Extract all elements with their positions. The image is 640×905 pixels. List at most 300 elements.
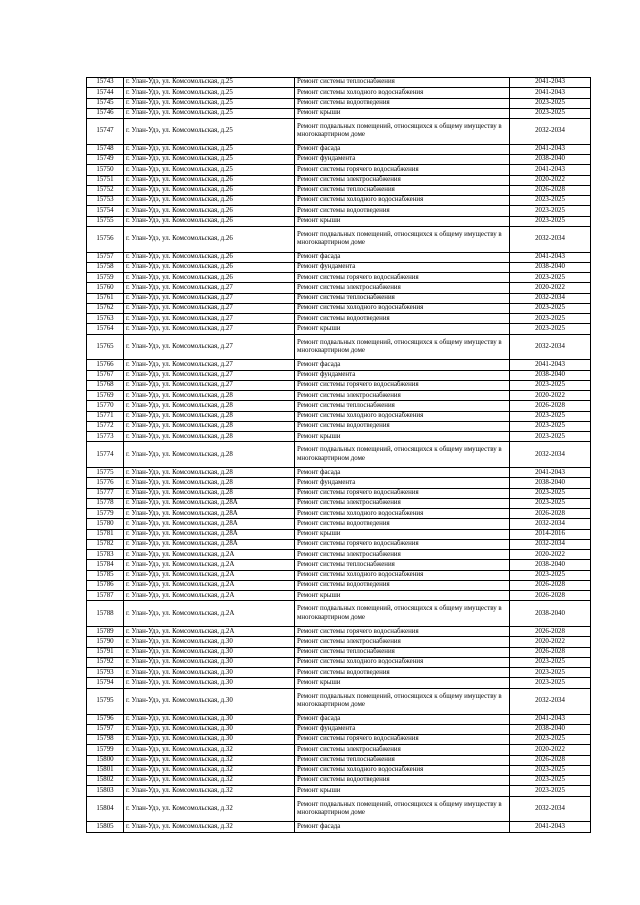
table-row — [87, 550, 591, 560]
row-id: 15745 — [87, 98, 124, 108]
row-id: 15789 — [87, 627, 124, 637]
row-period: 2038-2040 — [510, 724, 591, 734]
row-address: г. Улан-Удэ, ул. Комсомольская, д.26 — [124, 273, 295, 283]
row-address: г. Улан-Удэ, ул. Комсомольская, д.27 — [124, 314, 295, 324]
table-row — [87, 468, 591, 478]
row-address: г. Улан-Удэ, ул. Комсомольская, д.30 — [124, 637, 295, 647]
row-period: 2023-2025 — [510, 98, 591, 108]
row-address: г. Улан-Удэ, ул. Комсомольская, д.2А — [124, 591, 295, 601]
row-work-type: Ремонт системы холодного водоснабжения — [295, 765, 510, 775]
row-id: 15778 — [87, 498, 124, 508]
row-address: г. Улан-Удэ, ул. Комсомольская, д.27 — [124, 283, 295, 293]
table-row — [87, 185, 591, 195]
row-id: 15785 — [87, 570, 124, 580]
table-row — [87, 314, 591, 324]
table-row — [87, 370, 591, 380]
row-id: 15755 — [87, 216, 124, 226]
row-address: г. Улан-Удэ, ул. Комсомольская, д.32 — [124, 822, 295, 832]
row-period: 2020-2022 — [510, 745, 591, 755]
row-work-type: Ремонт подвальных помещений, относящихся к общему имуществу в многоквартирном доме — [295, 796, 510, 822]
row-address: г. Улан-Удэ, ул. Комсомольская, д.25 — [124, 108, 295, 118]
table-row — [87, 175, 591, 185]
row-id: 15796 — [87, 714, 124, 724]
table-row — [87, 657, 591, 667]
row-work-type: Ремонт системы электроснабжения — [295, 745, 510, 755]
row-work-type: Ремонт подвальных помещений, относящихся к общему имуществу в многоквартирном доме — [295, 688, 510, 714]
table-row — [87, 724, 591, 734]
row-address: г. Улан-Удэ, ул. Комсомольская, д.26 — [124, 216, 295, 226]
row-period: 2023-2025 — [510, 421, 591, 431]
row-id: 15797 — [87, 724, 124, 734]
row-period: 2023-2025 — [510, 108, 591, 118]
row-work-type: Ремонт фундамента — [295, 155, 510, 165]
row-id: 15788 — [87, 601, 124, 627]
row-address: г. Улан-Удэ, ул. Комсомольская, д.28А — [124, 509, 295, 519]
row-period: 2032-2034 — [510, 688, 591, 714]
row-address: г. Улан-Удэ, ул. Комсомольская, д.28А — [124, 539, 295, 549]
row-address: г. Улан-Удэ, ул. Комсомольская, д.28 — [124, 488, 295, 498]
row-id: 15777 — [87, 488, 124, 498]
row-address: г. Улан-Удэ, ул. Комсомольская, д.28А — [124, 529, 295, 539]
row-address: г. Улан-Удэ, ул. Комсомольская, д.27 — [124, 334, 295, 360]
table-row — [87, 529, 591, 539]
table-row — [87, 303, 591, 313]
row-id: 15769 — [87, 391, 124, 401]
row-period: 2014-2016 — [510, 529, 591, 539]
row-id: 15762 — [87, 303, 124, 313]
row-work-type: Ремонт системы теплоснабжения — [295, 647, 510, 657]
row-id: 15748 — [87, 144, 124, 154]
row-period: 2038-2040 — [510, 601, 591, 627]
row-id: 15771 — [87, 411, 124, 421]
row-work-type: Ремонт крыши — [295, 529, 510, 539]
row-id: 15746 — [87, 108, 124, 118]
row-work-type: Ремонт фасада — [295, 714, 510, 724]
table-row — [87, 273, 591, 283]
row-period: 2020-2022 — [510, 391, 591, 401]
table-row — [87, 334, 591, 360]
row-period: 2041-2043 — [510, 714, 591, 724]
row-id: 15803 — [87, 786, 124, 796]
row-work-type: Ремонт подвальных помещений, относящихся к общему имуществу в многоквартирном доме — [295, 334, 510, 360]
row-work-type: Ремонт системы холодного водоснабжения — [295, 88, 510, 98]
row-id: 15763 — [87, 314, 124, 324]
row-period: 2023-2025 — [510, 314, 591, 324]
row-address: г. Улан-Удэ, ул. Комсомольская, д.26 — [124, 196, 295, 206]
row-address: г. Улан-Удэ, ул. Комсомольская, д.32 — [124, 786, 295, 796]
row-address: г. Улан-Удэ, ул. Комсомольская, д.28 — [124, 411, 295, 421]
row-period: 2023-2025 — [510, 432, 591, 442]
table-row — [87, 478, 591, 488]
row-address: г. Улан-Удэ, ул. Комсомольская, д.30 — [124, 657, 295, 667]
row-address: г. Улан-Удэ, ул. Комсомольская, д.27 — [124, 324, 295, 334]
row-id: 15786 — [87, 580, 124, 590]
row-work-type: Ремонт системы электроснабжения — [295, 391, 510, 401]
row-work-type: Ремонт подвальных помещений, относящихся к общему имуществу в многоквартирном доме — [295, 119, 510, 145]
row-address: г. Улан-Удэ, ул. Комсомольская, д.25 — [124, 119, 295, 145]
row-address: г. Улан-Удэ, ул. Комсомольская, д.28 — [124, 401, 295, 411]
row-address: г. Улан-Удэ, ул. Комсомольская, д.2А — [124, 601, 295, 627]
table-row — [87, 627, 591, 637]
row-period: 2032-2034 — [510, 226, 591, 252]
row-work-type: Ремонт системы теплоснабжения — [295, 560, 510, 570]
row-work-type: Ремонт фасада — [295, 468, 510, 478]
table-row — [87, 293, 591, 303]
row-id: 15772 — [87, 421, 124, 431]
row-period: 2041-2043 — [510, 144, 591, 154]
table-row — [87, 637, 591, 647]
row-work-type: Ремонт системы водоотведения — [295, 206, 510, 216]
row-work-type: Ремонт подвальных помещений, относящихся к общему имуществу в многоквартирном доме — [295, 226, 510, 252]
row-period: 2020-2022 — [510, 175, 591, 185]
table-row — [87, 647, 591, 657]
row-address: г. Улан-Удэ, ул. Комсомольская, д.2А — [124, 627, 295, 637]
row-work-type: Ремонт системы теплоснабжения — [295, 78, 510, 88]
row-id: 15754 — [87, 206, 124, 216]
row-period: 2023-2025 — [510, 657, 591, 667]
row-id: 15765 — [87, 334, 124, 360]
table-row — [87, 442, 591, 468]
row-address: г. Улан-Удэ, ул. Комсомольская, д.2А — [124, 550, 295, 560]
row-address: г. Улан-Удэ, ул. Комсомольская, д.28А — [124, 498, 295, 508]
row-period: 2032-2034 — [510, 442, 591, 468]
row-address: г. Улан-Удэ, ул. Комсомольская, д.26 — [124, 252, 295, 262]
row-work-type: Ремонт крыши — [295, 432, 510, 442]
table-row — [87, 155, 591, 165]
table-row — [87, 324, 591, 334]
row-work-type: Ремонт системы холодного водоснабжения — [295, 196, 510, 206]
row-work-type: Ремонт крыши — [295, 678, 510, 688]
row-id: 15802 — [87, 776, 124, 786]
row-address: г. Улан-Удэ, ул. Комсомольская, д.26 — [124, 185, 295, 195]
row-period: 2041-2043 — [510, 88, 591, 98]
table-row — [87, 580, 591, 590]
row-work-type: Ремонт системы электроснабжения — [295, 637, 510, 647]
row-work-type: Ремонт системы водоотведения — [295, 580, 510, 590]
row-id: 15805 — [87, 822, 124, 832]
row-work-type: Ремонт системы теплоснабжения — [295, 755, 510, 765]
row-id: 15781 — [87, 529, 124, 539]
table-row — [87, 519, 591, 529]
row-period: 2023-2025 — [510, 196, 591, 206]
row-id: 15783 — [87, 550, 124, 560]
row-period: 2026-2028 — [510, 401, 591, 411]
row-period: 2023-2025 — [510, 786, 591, 796]
row-period: 2038-2040 — [510, 262, 591, 272]
row-period: 2032-2034 — [510, 539, 591, 549]
table-row — [87, 560, 591, 570]
row-period: 2041-2043 — [510, 165, 591, 175]
table-row — [87, 776, 591, 786]
row-period: 2023-2025 — [510, 498, 591, 508]
row-id: 15787 — [87, 591, 124, 601]
row-period: 2023-2025 — [510, 206, 591, 216]
row-work-type: Ремонт системы горячего водоснабжения — [295, 735, 510, 745]
row-period: 2038-2040 — [510, 370, 591, 380]
row-address: г. Улан-Удэ, ул. Комсомольская, д.28 — [124, 391, 295, 401]
table-row — [87, 786, 591, 796]
table-row — [87, 108, 591, 118]
row-work-type: Ремонт фундамента — [295, 724, 510, 734]
row-id: 15759 — [87, 273, 124, 283]
table-row — [87, 570, 591, 580]
row-address: г. Улан-Удэ, ул. Комсомольская, д.2А — [124, 560, 295, 570]
row-address: г. Улан-Удэ, ул. Комсомольская, д.32 — [124, 755, 295, 765]
row-work-type: Ремонт крыши — [295, 216, 510, 226]
row-address: г. Улан-Удэ, ул. Комсомольская, д.30 — [124, 714, 295, 724]
row-address: г. Улан-Удэ, ул. Комсомольская, д.26 — [124, 262, 295, 272]
row-period: 2032-2034 — [510, 293, 591, 303]
row-period: 2023-2025 — [510, 380, 591, 390]
row-period: 2026-2028 — [510, 627, 591, 637]
row-work-type: Ремонт крыши — [295, 786, 510, 796]
row-id: 15768 — [87, 380, 124, 390]
row-period: 2020-2022 — [510, 283, 591, 293]
row-work-type: Ремонт фундамента — [295, 370, 510, 380]
row-work-type: Ремонт системы электроснабжения — [295, 175, 510, 185]
row-address: г. Улан-Удэ, ул. Комсомольская, д.25 — [124, 144, 295, 154]
row-work-type: Ремонт системы теплоснабжения — [295, 185, 510, 195]
row-id: 15775 — [87, 468, 124, 478]
table-body — [87, 78, 591, 833]
row-address: г. Улан-Удэ, ул. Комсомольская, д.25 — [124, 165, 295, 175]
row-id: 15752 — [87, 185, 124, 195]
row-id: 15749 — [87, 155, 124, 165]
row-work-type: Ремонт системы горячего водоснабжения — [295, 488, 510, 498]
row-id: 15794 — [87, 678, 124, 688]
row-period: 2026-2028 — [510, 647, 591, 657]
row-work-type: Ремонт системы водоотведения — [295, 314, 510, 324]
row-address: г. Улан-Удэ, ул. Комсомольская, д.27 — [124, 380, 295, 390]
table-row — [87, 822, 591, 832]
row-work-type: Ремонт системы водоотведения — [295, 421, 510, 431]
row-period: 2020-2022 — [510, 637, 591, 647]
table-row — [87, 765, 591, 775]
table-row — [87, 216, 591, 226]
row-id: 15773 — [87, 432, 124, 442]
row-address: г. Улан-Удэ, ул. Комсомольская, д.25 — [124, 98, 295, 108]
row-id: 15756 — [87, 226, 124, 252]
row-period: 2023-2025 — [510, 488, 591, 498]
row-id: 15800 — [87, 755, 124, 765]
row-work-type: Ремонт системы холодного водоснабжения — [295, 411, 510, 421]
row-period: 2023-2025 — [510, 570, 591, 580]
table-row — [87, 668, 591, 678]
table-row — [87, 98, 591, 108]
row-id: 15776 — [87, 478, 124, 488]
table-row — [87, 411, 591, 421]
row-period: 2038-2040 — [510, 560, 591, 570]
row-period: 2023-2025 — [510, 411, 591, 421]
table-row — [87, 591, 591, 601]
row-period: 2023-2025 — [510, 776, 591, 786]
table-row — [87, 755, 591, 765]
table-row — [87, 432, 591, 442]
row-address: г. Улан-Удэ, ул. Комсомольская, д.32 — [124, 796, 295, 822]
row-period: 2023-2025 — [510, 303, 591, 313]
row-address: г. Улан-Удэ, ул. Комсомольская, д.25 — [124, 155, 295, 165]
row-address: г. Улан-Удэ, ул. Комсомольская, д.30 — [124, 678, 295, 688]
row-work-type: Ремонт фасада — [295, 822, 510, 832]
table-row — [87, 206, 591, 216]
row-work-type: Ремонт системы теплоснабжения — [295, 293, 510, 303]
row-address: г. Улан-Удэ, ул. Комсомольская, д.30 — [124, 735, 295, 745]
row-id: 15761 — [87, 293, 124, 303]
row-address: г. Улан-Удэ, ул. Комсомольская, д.30 — [124, 724, 295, 734]
table-row — [87, 796, 591, 822]
table-row — [87, 78, 591, 88]
table-row — [87, 226, 591, 252]
row-period: 2023-2025 — [510, 668, 591, 678]
row-id: 15764 — [87, 324, 124, 334]
row-address: г. Улан-Удэ, ул. Комсомольская, д.26 — [124, 175, 295, 185]
table-row — [87, 380, 591, 390]
row-id: 15798 — [87, 735, 124, 745]
row-period: 2041-2043 — [510, 252, 591, 262]
row-address: г. Улан-Удэ, ул. Комсомольская, д.28 — [124, 478, 295, 488]
row-work-type: Ремонт системы горячего водоснабжения — [295, 627, 510, 637]
row-address: г. Улан-Удэ, ул. Комсомольская, д.25 — [124, 88, 295, 98]
row-period: 2023-2025 — [510, 678, 591, 688]
row-address: г. Улан-Удэ, ул. Комсомольская, д.30 — [124, 688, 295, 714]
row-id: 15792 — [87, 657, 124, 667]
row-id: 15795 — [87, 688, 124, 714]
row-period: 2026-2028 — [510, 509, 591, 519]
row-id: 15758 — [87, 262, 124, 272]
row-period: 2041-2043 — [510, 360, 591, 370]
row-work-type: Ремонт системы теплоснабжения — [295, 401, 510, 411]
row-work-type: Ремонт крыши — [295, 591, 510, 601]
row-id: 15766 — [87, 360, 124, 370]
row-address: г. Улан-Удэ, ул. Комсомольская, д.28 — [124, 442, 295, 468]
table-row — [87, 735, 591, 745]
row-period: 2026-2028 — [510, 591, 591, 601]
row-work-type: Ремонт системы горячего водоснабжения — [295, 165, 510, 175]
table-row — [87, 745, 591, 755]
table-row — [87, 539, 591, 549]
row-work-type: Ремонт системы горячего водоснабжения — [295, 273, 510, 283]
row-work-type: Ремонт системы водоотведения — [295, 668, 510, 678]
row-work-type: Ремонт системы горячего водоснабжения — [295, 539, 510, 549]
row-work-type: Ремонт фасада — [295, 252, 510, 262]
table-row — [87, 601, 591, 627]
row-address: г. Улан-Удэ, ул. Комсомольская, д.25 — [124, 78, 295, 88]
row-id: 15780 — [87, 519, 124, 529]
row-id: 15767 — [87, 370, 124, 380]
row-work-type: Ремонт системы холодного водоснабжения — [295, 303, 510, 313]
table-row — [87, 421, 591, 431]
row-address: г. Улан-Удэ, ул. Комсомольская, д.28 — [124, 432, 295, 442]
row-id: 15747 — [87, 119, 124, 145]
table-row — [87, 488, 591, 498]
row-address: г. Улан-Удэ, ул. Комсомольская, д.30 — [124, 647, 295, 657]
row-address: г. Улан-Удэ, ул. Комсомольская, д.27 — [124, 303, 295, 313]
row-period: 2041-2043 — [510, 822, 591, 832]
row-address: г. Улан-Удэ, ул. Комсомольская, д.27 — [124, 293, 295, 303]
row-id: 15779 — [87, 509, 124, 519]
row-id: 15782 — [87, 539, 124, 549]
row-address: г. Улан-Удэ, ул. Комсомольская, д.2А — [124, 570, 295, 580]
row-period: 2023-2025 — [510, 324, 591, 334]
table-row — [87, 360, 591, 370]
table-row — [87, 144, 591, 154]
row-work-type: Ремонт системы электроснабжения — [295, 550, 510, 560]
row-address: г. Улан-Удэ, ул. Комсомольская, д.32 — [124, 776, 295, 786]
row-id: 15751 — [87, 175, 124, 185]
table-row — [87, 196, 591, 206]
row-period: 2032-2034 — [510, 796, 591, 822]
row-period: 2026-2028 — [510, 755, 591, 765]
table-row — [87, 498, 591, 508]
table-row — [87, 688, 591, 714]
row-id: 15801 — [87, 765, 124, 775]
row-id: 15770 — [87, 401, 124, 411]
row-address: г. Улан-Удэ, ул. Комсомольская, д.26 — [124, 206, 295, 216]
row-id: 15750 — [87, 165, 124, 175]
row-period: 2026-2028 — [510, 185, 591, 195]
table-row — [87, 509, 591, 519]
table-row — [87, 714, 591, 724]
row-period: 2032-2034 — [510, 519, 591, 529]
row-id: 15760 — [87, 283, 124, 293]
row-period: 2038-2040 — [510, 155, 591, 165]
row-period: 2032-2034 — [510, 334, 591, 360]
row-address: г. Улан-Удэ, ул. Комсомольская, д.2А — [124, 580, 295, 590]
row-period: 2023-2025 — [510, 735, 591, 745]
row-id: 15790 — [87, 637, 124, 647]
row-work-type: Ремонт системы холодного водоснабжения — [295, 570, 510, 580]
repair-schedule-table — [86, 77, 591, 833]
row-work-type: Ремонт фундамента — [295, 478, 510, 488]
row-period: 2026-2028 — [510, 580, 591, 590]
row-work-type: Ремонт системы горячего водоснабжения — [295, 380, 510, 390]
row-work-type: Ремонт подвальных помещений, относящихся к общему имуществу в многоквартирном доме — [295, 442, 510, 468]
row-address: г. Улан-Удэ, ул. Комсомольская, д.30 — [124, 668, 295, 678]
row-address: г. Улан-Удэ, ул. Комсомольская, д.28 — [124, 421, 295, 431]
row-id: 15784 — [87, 560, 124, 570]
row-address: г. Улан-Удэ, ул. Комсомольская, д.32 — [124, 765, 295, 775]
row-address: г. Улан-Удэ, ул. Комсомольская, д.28 — [124, 468, 295, 478]
row-work-type: Ремонт системы водоотведения — [295, 776, 510, 786]
table-row — [87, 391, 591, 401]
row-id: 15743 — [87, 78, 124, 88]
row-work-type: Ремонт фасада — [295, 144, 510, 154]
row-period: 2020-2022 — [510, 550, 591, 560]
row-id: 15791 — [87, 647, 124, 657]
row-period: 2041-2043 — [510, 468, 591, 478]
table-row — [87, 88, 591, 98]
table-row — [87, 283, 591, 293]
row-period: 2023-2025 — [510, 765, 591, 775]
row-address: г. Улан-Удэ, ул. Комсомольская, д.28А — [124, 519, 295, 529]
row-id: 15757 — [87, 252, 124, 262]
row-period: 2038-2040 — [510, 478, 591, 488]
table-row — [87, 119, 591, 145]
row-period: 2041-2043 — [510, 78, 591, 88]
table-row — [87, 262, 591, 272]
row-work-type: Ремонт крыши — [295, 108, 510, 118]
row-work-type: Ремонт фасада — [295, 360, 510, 370]
row-id: 15753 — [87, 196, 124, 206]
row-work-type: Ремонт системы холодного водоснабжения — [295, 657, 510, 667]
row-work-type: Ремонт системы водоотведения — [295, 519, 510, 529]
row-period: 2023-2025 — [510, 216, 591, 226]
row-id: 15804 — [87, 796, 124, 822]
table-row — [87, 252, 591, 262]
row-address: г. Улан-Удэ, ул. Комсомольская, д.27 — [124, 370, 295, 380]
table-row — [87, 165, 591, 175]
row-work-type: Ремонт фундамента — [295, 262, 510, 272]
